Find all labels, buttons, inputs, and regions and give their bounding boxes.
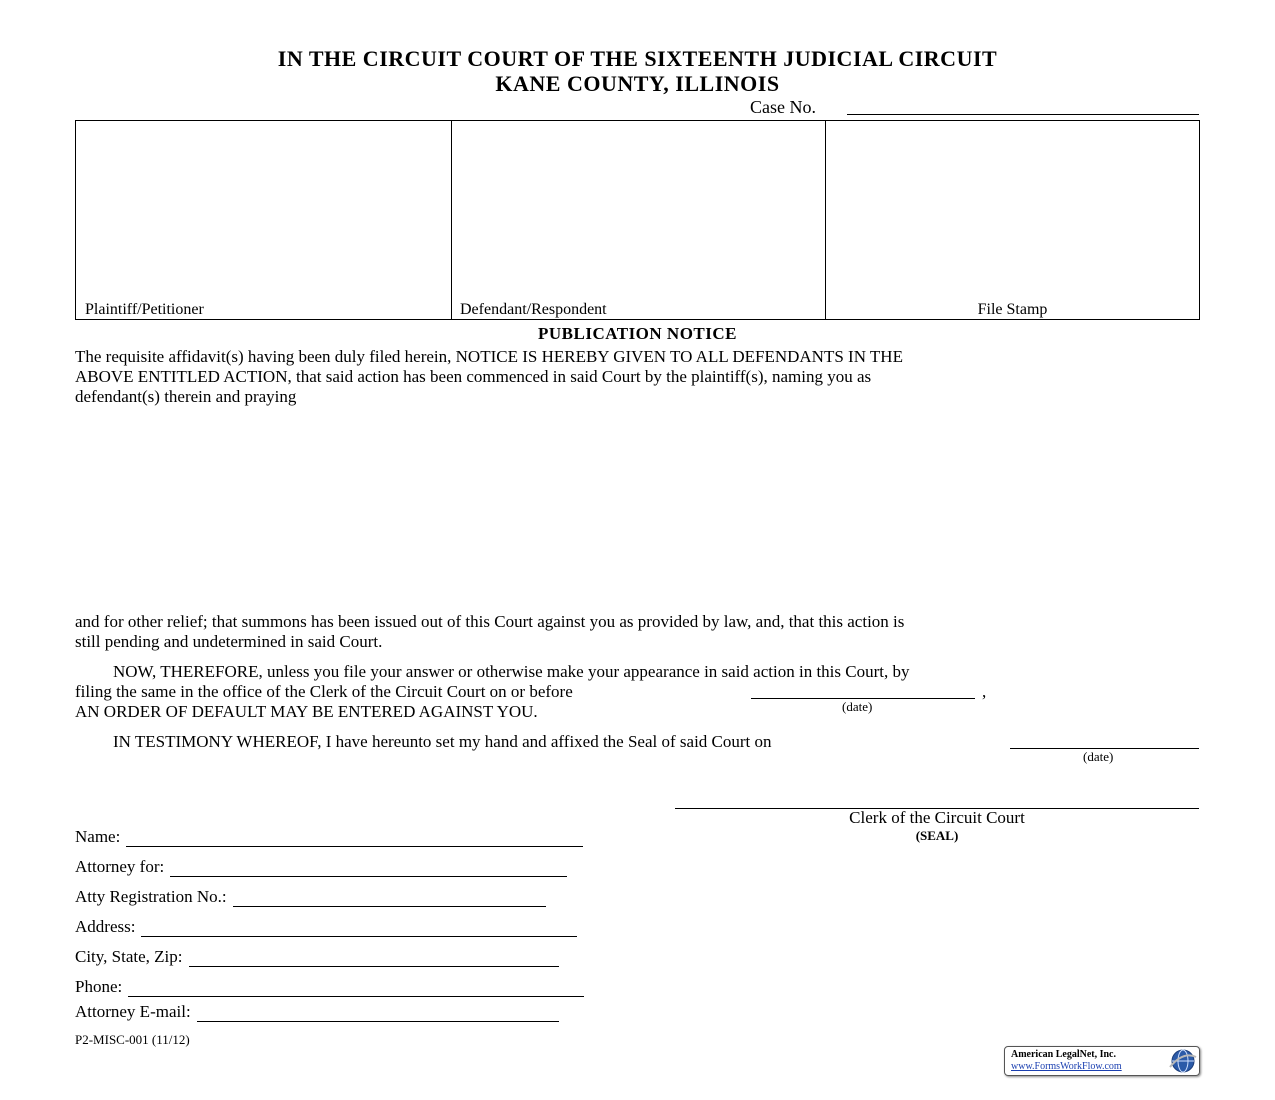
- answer-date-field[interactable]: [751, 683, 975, 699]
- testimony-date-caption: (date): [1083, 749, 1114, 764]
- name-label: Name:: [75, 827, 121, 846]
- form-code: P2-MISC-001 (11/12): [75, 1032, 190, 1047]
- phone-label: Phone:: [75, 977, 123, 996]
- phone-field[interactable]: [128, 980, 584, 997]
- therefore-line-2: filing the same in the office of the Clerk of the Circuit Court on or before: [75, 682, 573, 701]
- address-row: [75, 917, 577, 937]
- registration-label: Atty Registration No.:: [75, 887, 227, 906]
- address-label: Address:: [75, 917, 136, 936]
- comma: ,: [982, 682, 987, 701]
- defendant-label: Defendant/Respondent: [460, 301, 607, 318]
- testimony-line: IN TESTIMONY WHEREOF, I have hereunto set my hand and affixed the Seal of said Court on: [113, 732, 772, 751]
- email-label: Attorney E-mail:: [75, 1002, 191, 1021]
- case-number-field[interactable]: [847, 98, 1199, 115]
- answer-date-caption: (date): [842, 699, 873, 714]
- registration-row: [75, 887, 546, 907]
- default-warning: AN ORDER OF DEFAULT MAY BE ENTERED AGAINST YOU.: [75, 702, 538, 721]
- email-field[interactable]: [197, 1005, 559, 1022]
- attorney-for-row: [75, 857, 567, 877]
- plaintiff-label: Plaintiff/Petitioner: [85, 301, 204, 318]
- intro-line-2: ABOVE ENTITLED ACTION, that said action has been commenced in said Court by the plaintiff(s), naming you as: [75, 367, 872, 386]
- address-field[interactable]: [141, 920, 577, 937]
- publisher-name: American LegalNet, Inc.: [1011, 1049, 1116, 1060]
- seal-label: (SEAL): [915, 828, 959, 843]
- intro-line-3: defendant(s) therein and praying: [75, 387, 297, 406]
- phone-row: [75, 977, 584, 997]
- testimony-date-field[interactable]: [1010, 733, 1199, 749]
- intro-line-1: The requisite affidavit(s) having been duly filed herein, NOTICE IS HEREBY GIVEN TO ALL DEFENDANTS IN THE: [75, 347, 903, 366]
- registration-field[interactable]: [233, 890, 546, 907]
- name-field[interactable]: [126, 830, 583, 847]
- publisher-website[interactable]: www.FormsWorkFlow.com: [1011, 1061, 1122, 1072]
- city-row: [75, 947, 559, 967]
- prayer-text-area[interactable]: [75, 410, 1199, 605]
- defendant-cell[interactable]: [451, 121, 826, 319]
- clerk-signature-line[interactable]: [675, 793, 1199, 809]
- case-caption-box: [75, 120, 1200, 320]
- name-row: [75, 827, 583, 847]
- plaintiff-cell[interactable]: [76, 121, 452, 319]
- attorney-for-label: Attorney for:: [75, 857, 165, 876]
- city-field[interactable]: [189, 950, 559, 967]
- relief-line-2: still pending and undetermined in said Court.: [75, 632, 383, 651]
- clerk-title: Clerk of the Circuit Court: [849, 808, 1025, 827]
- case-number-label: Case No.: [750, 97, 816, 117]
- email-row: [75, 1002, 559, 1022]
- globe-icon: [1167, 1047, 1197, 1075]
- city-label: City, State, Zip:: [75, 947, 183, 966]
- attorney-for-field[interactable]: [170, 860, 567, 877]
- notice-heading: PUBLICATION NOTICE: [537, 324, 738, 343]
- file-stamp-cell: [826, 121, 1199, 319]
- relief-line-1: and for other relief; that summons has been issued out of this Court against you as provided by law, and, that this action is: [75, 612, 905, 631]
- publisher-logo-badge[interactable]: [1004, 1046, 1200, 1076]
- file-stamp-label: File Stamp: [977, 301, 1048, 318]
- court-title: IN THE CIRCUIT COURT OF THE SIXTEENTH JUDICIAL CIRCUIT: [277, 46, 998, 71]
- county-title: KANE COUNTY, ILLINOIS: [495, 71, 780, 96]
- therefore-line-1: NOW, THEREFORE, unless you file your answer or otherwise make your appearance in said action in this Court, by: [113, 662, 910, 681]
